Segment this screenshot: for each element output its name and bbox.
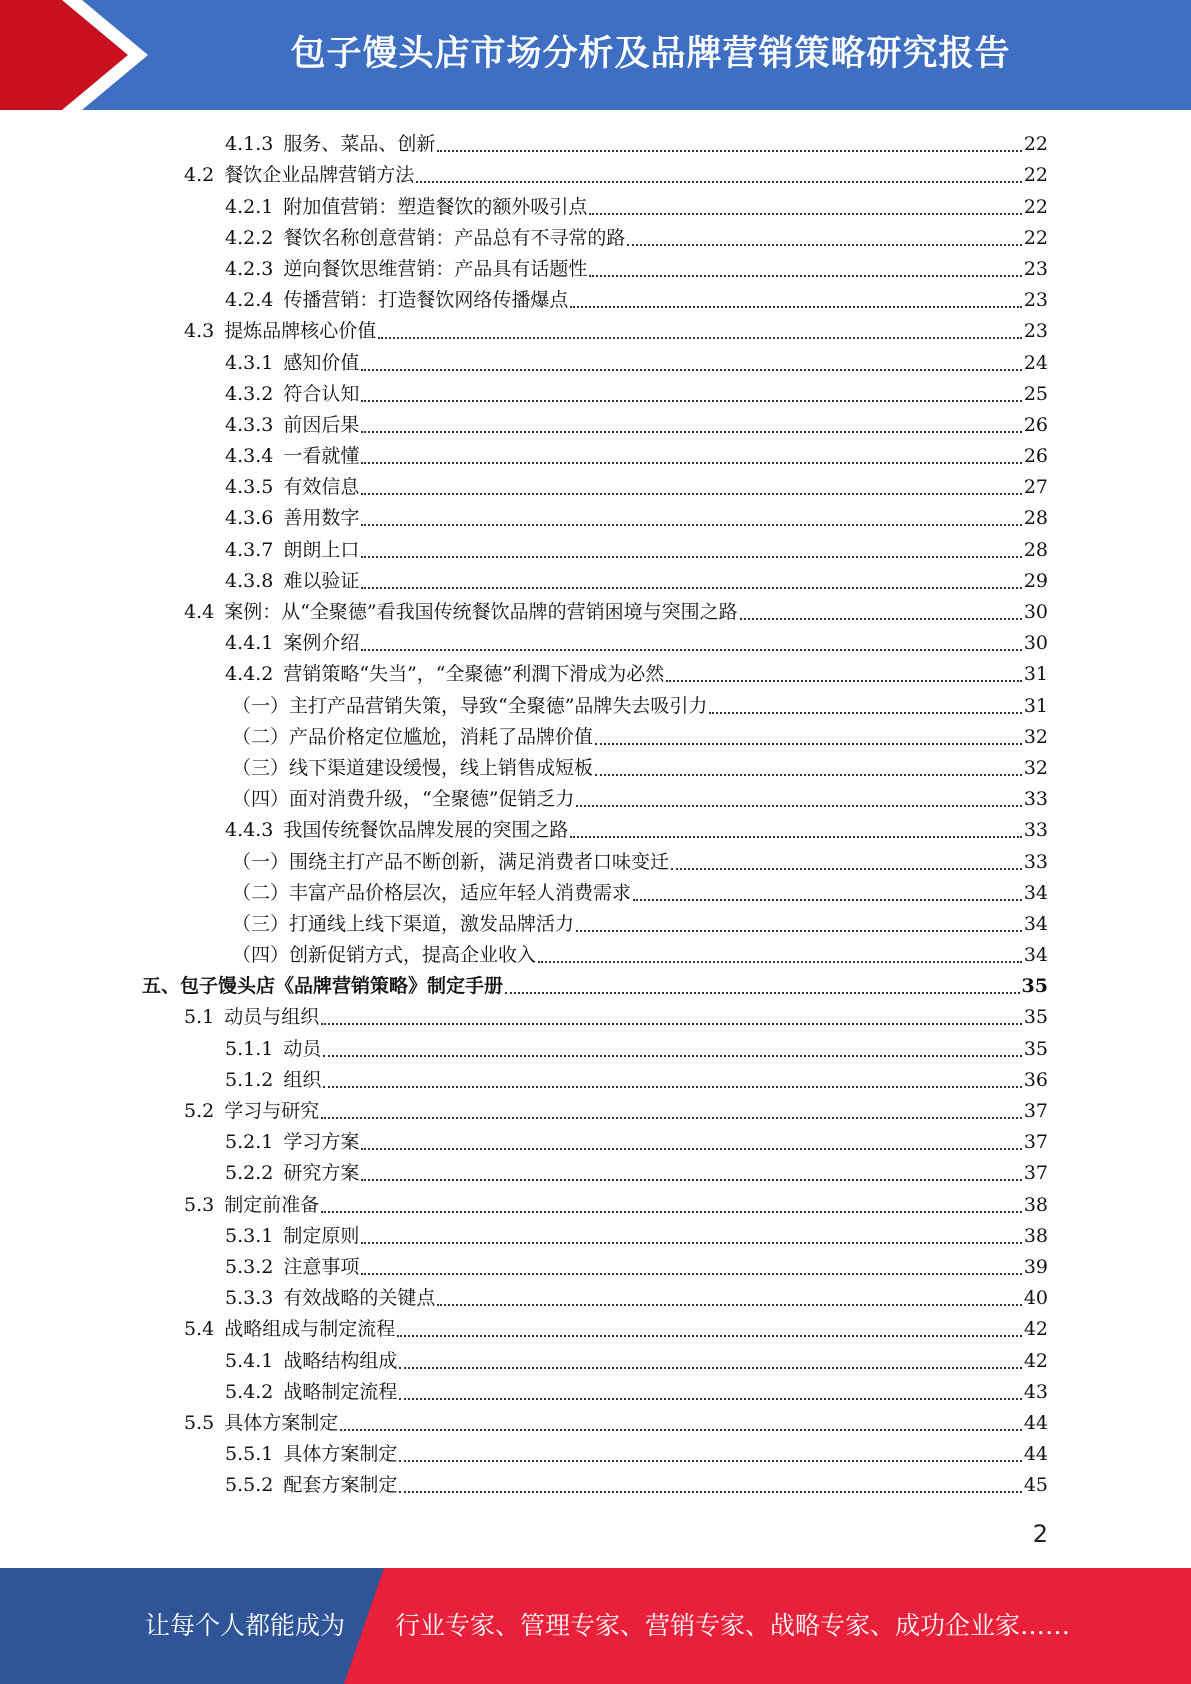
toc-entry-line[interactable] bbox=[225, 1376, 1048, 1407]
toc-entry-line[interactable] bbox=[225, 222, 1048, 253]
toc-entry-number: 5.5 bbox=[184, 1411, 215, 1434]
toc-entry-page: 38 bbox=[1023, 1224, 1048, 1247]
toc-entry-page: 23 bbox=[1023, 289, 1048, 312]
toc-entry-label: （一）围绕主打产品不断创新，满足消费者口味变迁 bbox=[232, 850, 670, 873]
toc-entry-line[interactable] bbox=[184, 315, 1048, 346]
toc-entry-number: 5.4.1 bbox=[225, 1349, 274, 1372]
toc-entry-label: 难以验证 bbox=[283, 569, 360, 592]
toc-dot-leader bbox=[361, 1179, 1021, 1181]
toc-entry-line[interactable] bbox=[225, 1251, 1048, 1282]
toc-entry[interactable] bbox=[0, 721, 1191, 752]
toc-entry[interactable] bbox=[0, 845, 1191, 876]
toc-entry[interactable] bbox=[0, 315, 1191, 346]
toc-entry[interactable] bbox=[0, 877, 1191, 908]
toc-entry-line[interactable] bbox=[225, 1032, 1048, 1063]
toc-entry[interactable] bbox=[0, 1157, 1191, 1188]
toc-entry-label: 朗朗上口 bbox=[283, 538, 360, 561]
toc-entry-page: 34 bbox=[1023, 912, 1048, 935]
toc-entry-label: （三）打通线上线下渠道，激发品牌活力 bbox=[232, 912, 575, 935]
toc-entry[interactable] bbox=[0, 752, 1191, 783]
toc-entry-label: 配套方案制定 bbox=[283, 1474, 398, 1497]
toc-entry-label: 一看就懂 bbox=[283, 445, 360, 468]
toc-dot-leader bbox=[399, 1491, 1021, 1493]
toc-entry-page: 32 bbox=[1023, 725, 1048, 748]
toc-dot-leader bbox=[361, 649, 1021, 651]
toc-dot-leader bbox=[570, 306, 1021, 308]
toc-entry-line[interactable] bbox=[225, 409, 1048, 440]
toc-entry-line[interactable] bbox=[232, 783, 1048, 814]
toc-entry-line[interactable] bbox=[225, 253, 1048, 284]
toc-entry-page: 35 bbox=[1021, 975, 1048, 998]
toc-entry-page: 44 bbox=[1023, 1443, 1048, 1466]
toc-dot-leader bbox=[437, 1304, 1021, 1306]
toc-entry-line[interactable] bbox=[225, 1064, 1048, 1095]
toc-entry-label: 具体方案制定 bbox=[283, 1443, 398, 1466]
toc-dot-leader bbox=[321, 1211, 1022, 1213]
toc-entry[interactable] bbox=[0, 627, 1191, 658]
toc-entry-number: 4.3.3 bbox=[225, 413, 274, 436]
toc-entry-line[interactable] bbox=[225, 1469, 1048, 1500]
toc-entry-label: （二）产品价格定位尴尬，消耗了品牌价值 bbox=[232, 725, 594, 748]
toc-dot-leader bbox=[361, 462, 1021, 464]
toc-dot-leader bbox=[361, 369, 1021, 371]
toc-entry-page: 28 bbox=[1023, 538, 1048, 561]
toc-dot-leader bbox=[437, 150, 1021, 152]
toc-entry-label: 传播营销：打造餐饮网络传播爆点 bbox=[283, 289, 569, 312]
toc-entry-line[interactable] bbox=[225, 284, 1048, 315]
toc-entry-page: 22 bbox=[1023, 133, 1048, 156]
toc-entry-label: 五、包子馒头店《品牌营销策略》制定手册 bbox=[142, 975, 504, 998]
toc-entry[interactable] bbox=[0, 658, 1191, 689]
toc-entry-number: 5.3.3 bbox=[225, 1287, 274, 1310]
toc-entry-page: 44 bbox=[1023, 1411, 1048, 1434]
toc-entry-label: 服务、菜品、创新 bbox=[283, 133, 436, 156]
toc-entry-label: 提炼品牌核心价值 bbox=[224, 320, 377, 343]
toc-entry-line[interactable] bbox=[232, 908, 1048, 939]
toc-entry-line[interactable] bbox=[225, 627, 1048, 658]
toc-entry-label: 逆向餐饮思维营销：产品具有话题性 bbox=[283, 257, 588, 280]
toc-entry[interactable] bbox=[0, 222, 1191, 253]
toc-dot-leader bbox=[399, 1398, 1021, 1400]
toc-entry-page: 37 bbox=[1023, 1131, 1048, 1154]
toc-entry[interactable] bbox=[0, 190, 1191, 221]
toc-entry-label: 有效战略的关键点 bbox=[283, 1287, 436, 1310]
toc-dot-leader bbox=[570, 836, 1021, 838]
toc-entry-label: 动员与组织 bbox=[224, 1006, 320, 1029]
page-number: 2 bbox=[1032, 1520, 1048, 1548]
toc-entry[interactable] bbox=[0, 908, 1191, 939]
toc-entry-label: 战略结构组成 bbox=[283, 1349, 398, 1372]
toc-entry-label: 餐饮名称创意营销：产品总有不寻常的路 bbox=[283, 226, 626, 249]
toc-entry-page: 42 bbox=[1023, 1349, 1048, 1372]
toc-dot-leader bbox=[323, 1086, 1021, 1088]
toc-entry-label: 组织 bbox=[283, 1068, 322, 1091]
toc-entry[interactable] bbox=[0, 1064, 1191, 1095]
toc-entry[interactable] bbox=[0, 1251, 1191, 1282]
toc-entry[interactable] bbox=[0, 471, 1191, 502]
toc-entry-line[interactable] bbox=[184, 1001, 1048, 1032]
toc-entry-page: 37 bbox=[1023, 1162, 1048, 1185]
toc-entry[interactable] bbox=[0, 1469, 1191, 1500]
toc-dot-leader bbox=[416, 181, 1022, 183]
toc-entry-line[interactable] bbox=[232, 752, 1048, 783]
toc-entry-line[interactable] bbox=[184, 159, 1048, 190]
toc-dot-leader bbox=[361, 556, 1021, 558]
toc-dot-leader bbox=[397, 1335, 1022, 1337]
toc-entry-page: 30 bbox=[1023, 632, 1048, 655]
toc-entry-line[interactable] bbox=[225, 658, 1048, 689]
toc-entry-label: 具体方案制定 bbox=[224, 1411, 339, 1434]
toc-entry-page: 37 bbox=[1023, 1100, 1048, 1122]
toc-entry-page: 25 bbox=[1023, 382, 1048, 405]
toc-entry-line[interactable] bbox=[184, 1313, 1048, 1344]
toc-entry-number: 5.5.2 bbox=[225, 1474, 274, 1497]
toc-entry-number: 4.2 bbox=[184, 164, 215, 187]
toc-entry-label: 符合认知 bbox=[283, 382, 360, 405]
toc-dot-leader bbox=[576, 930, 1022, 932]
toc-entry-page: 42 bbox=[1023, 1318, 1048, 1341]
toc-entry[interactable] bbox=[0, 1126, 1191, 1157]
toc-entry-number: 5.4 bbox=[184, 1318, 215, 1341]
toc-entry-number: 4.1.3 bbox=[225, 133, 274, 156]
toc-entry[interactable] bbox=[0, 1407, 1191, 1438]
toc-entry-label: 我国传统餐饮品牌发展的突围之路 bbox=[283, 819, 569, 842]
toc-entry-number: 5.5.1 bbox=[225, 1443, 274, 1466]
toc-dot-leader bbox=[361, 1148, 1021, 1150]
toc-entry-number: 5.3 bbox=[184, 1193, 215, 1216]
toc-dot-leader bbox=[576, 805, 1021, 807]
toc-dot-leader bbox=[589, 213, 1021, 215]
toc-entry-number: 5.2 bbox=[184, 1100, 215, 1122]
toc-entry-page: 35 bbox=[1023, 1006, 1048, 1029]
toc-entry-line[interactable] bbox=[225, 814, 1048, 845]
toc-dot-leader bbox=[340, 1429, 1022, 1431]
toc-entry-label: （一）主打产品营销失策，导致“全聚德”品牌失去吸引力 bbox=[232, 694, 708, 717]
toc-entry[interactable] bbox=[0, 1282, 1191, 1313]
toc-entry-page: 28 bbox=[1023, 507, 1048, 530]
toc-entry[interactable] bbox=[0, 284, 1191, 315]
toc-entry-number: 4.4 bbox=[184, 601, 215, 623]
toc-entry-label: 感知价值 bbox=[283, 351, 360, 374]
toc-entry-label: 学习与研究 bbox=[224, 1100, 320, 1122]
toc-dot-leader bbox=[627, 244, 1021, 246]
toc-entry[interactable] bbox=[0, 378, 1191, 409]
toc-entry[interactable] bbox=[0, 783, 1191, 814]
toc-entry-page: 33 bbox=[1023, 850, 1048, 873]
toc-entry-number: 4.2.2 bbox=[225, 226, 274, 249]
toc-entry-number: 5.1.2 bbox=[225, 1068, 274, 1091]
toc-entry[interactable] bbox=[0, 346, 1191, 377]
toc-entry-number: 4.4.2 bbox=[225, 663, 274, 686]
toc-entry-number: 4.4.1 bbox=[225, 632, 274, 655]
toc-entry[interactable] bbox=[0, 689, 1191, 720]
toc-entry[interactable] bbox=[0, 1095, 1191, 1126]
toc-entry-line[interactable] bbox=[225, 565, 1048, 596]
toc-entry-number: 5.1.1 bbox=[225, 1037, 274, 1060]
toc-entry-line[interactable] bbox=[225, 190, 1048, 221]
toc-entry[interactable] bbox=[0, 159, 1191, 190]
toc-entry-page: 32 bbox=[1023, 756, 1048, 779]
toc-entry-page: 45 bbox=[1023, 1474, 1048, 1497]
toc-dot-leader bbox=[709, 712, 1021, 714]
header-banner bbox=[0, 0, 1191, 110]
toc-entry-number: 4.3.2 bbox=[225, 382, 274, 405]
toc-entry-label: 前因后果 bbox=[283, 413, 360, 436]
toc-dot-leader bbox=[589, 275, 1021, 277]
toc-dot-leader bbox=[595, 774, 1022, 776]
toc-entry[interactable] bbox=[0, 1376, 1191, 1407]
toc-entry-label: 战略组成与制定流程 bbox=[224, 1318, 396, 1341]
toc-entry-line[interactable] bbox=[225, 1126, 1048, 1157]
toc-dot-leader bbox=[323, 1055, 1021, 1057]
toc-entry-page: 38 bbox=[1023, 1193, 1048, 1216]
toc-entry-page: 36 bbox=[1023, 1068, 1048, 1091]
toc-entry[interactable] bbox=[0, 1188, 1191, 1219]
toc-entry[interactable] bbox=[0, 128, 1191, 159]
toc-entry-label: 营销策略“失当”，“全聚德”利潤下滑成为必然 bbox=[283, 663, 665, 686]
toc-entry-label: 制定原则 bbox=[283, 1224, 360, 1247]
toc-dot-leader bbox=[740, 618, 1022, 620]
toc-entry-number: 4.3.5 bbox=[225, 476, 274, 499]
toc-entry-line[interactable] bbox=[232, 689, 1048, 720]
toc-dot-leader bbox=[361, 431, 1021, 433]
toc-entry[interactable] bbox=[0, 1001, 1191, 1032]
toc-entry-line[interactable] bbox=[225, 471, 1048, 502]
toc-entry-number: 4.3.1 bbox=[225, 351, 274, 374]
footer-banner bbox=[0, 1568, 1191, 1684]
toc-entry-label: 动员 bbox=[283, 1037, 322, 1060]
footer-slogan-right: 行业专家、管理专家、营销专家、战略专家、成功企业家…… bbox=[395, 1611, 1071, 1640]
toc-entry-number: 5.2.1 bbox=[225, 1131, 274, 1154]
toc-entry-line[interactable] bbox=[184, 1188, 1048, 1219]
toc-entry-line[interactable] bbox=[225, 1282, 1048, 1313]
toc-entry-label: 案例介绍 bbox=[283, 632, 360, 655]
toc-entry[interactable] bbox=[0, 1438, 1191, 1469]
toc-entry-number: 5.3.2 bbox=[225, 1255, 274, 1278]
toc-entry-page: 26 bbox=[1023, 413, 1048, 436]
toc-entry-page: 24 bbox=[1023, 351, 1048, 374]
toc-entry-page: 23 bbox=[1023, 257, 1048, 280]
toc-entry[interactable] bbox=[0, 1220, 1191, 1251]
footer-slogan-left: 让每个人都能成为 bbox=[144, 1611, 345, 1640]
toc-entry-label: 有效信息 bbox=[283, 476, 360, 499]
toc-entry-label: （二）丰富产品价格层次，适应年轻人消费需求 bbox=[232, 881, 632, 904]
toc-dot-leader bbox=[321, 1117, 1022, 1119]
toc-entry-page: 34 bbox=[1023, 881, 1048, 904]
toc-entry[interactable] bbox=[0, 596, 1191, 627]
toc-entry[interactable] bbox=[0, 533, 1191, 564]
toc-entry-page: 23 bbox=[1023, 320, 1048, 343]
toc-dot-leader bbox=[538, 961, 1022, 963]
toc-entry[interactable] bbox=[0, 939, 1191, 970]
toc-dot-leader bbox=[505, 992, 1020, 994]
toc-entry-label: （四）面对消费升级，“全聚德”促销乏力 bbox=[232, 788, 575, 811]
table-of-contents bbox=[0, 128, 1191, 1500]
toc-entry[interactable] bbox=[0, 970, 1191, 1001]
toc-entry-line[interactable] bbox=[184, 596, 1048, 627]
toc-entry-page: 27 bbox=[1023, 476, 1048, 499]
toc-entry-page: 22 bbox=[1023, 195, 1048, 218]
toc-dot-leader bbox=[399, 1367, 1021, 1369]
toc-entry-line[interactable] bbox=[232, 939, 1048, 970]
toc-entry-number: 4.2.4 bbox=[225, 289, 274, 312]
toc-entry-label: 善用数字 bbox=[283, 507, 360, 530]
toc-entry-line[interactable] bbox=[225, 1344, 1048, 1375]
toc-entry-label: （四）创新促销方式，提高企业收入 bbox=[232, 944, 537, 967]
toc-entry-line[interactable] bbox=[225, 346, 1048, 377]
toc-entry-line[interactable] bbox=[225, 440, 1048, 471]
toc-entry-line[interactable] bbox=[225, 128, 1048, 159]
toc-entry-line[interactable] bbox=[225, 533, 1048, 564]
toc-entry-number: 4.3.7 bbox=[225, 538, 274, 561]
toc-entry-line[interactable] bbox=[225, 1220, 1048, 1251]
toc-entry-line[interactable] bbox=[225, 1157, 1048, 1188]
toc-entry-label: 案例：从“全聚德”看我国传统餐饮品牌的营销困境与突围之路 bbox=[224, 601, 738, 623]
toc-entry-line[interactable] bbox=[232, 845, 1048, 876]
toc-entry[interactable] bbox=[0, 1344, 1191, 1375]
toc-dot-leader bbox=[399, 1460, 1021, 1462]
toc-entry-page: 39 bbox=[1023, 1255, 1048, 1278]
toc-dot-leader bbox=[361, 524, 1021, 526]
toc-dot-leader bbox=[361, 400, 1021, 402]
toc-entry[interactable] bbox=[0, 502, 1191, 533]
toc-entry-label: 注意事项 bbox=[283, 1255, 360, 1278]
toc-entry-page: 33 bbox=[1023, 788, 1048, 811]
toc-dot-leader bbox=[361, 587, 1021, 589]
toc-entry-number: 4.2.1 bbox=[225, 195, 274, 218]
toc-dot-leader bbox=[671, 868, 1022, 870]
toc-dot-leader bbox=[595, 743, 1022, 745]
toc-entry-number: 5.1 bbox=[184, 1006, 215, 1029]
toc-entry-number: 5.3.1 bbox=[225, 1224, 274, 1247]
toc-entry-label: 餐饮企业品牌营销方法 bbox=[224, 164, 415, 187]
toc-dot-leader bbox=[666, 680, 1022, 682]
toc-entry-page: 34 bbox=[1023, 944, 1048, 967]
toc-entry-number: 4.3.6 bbox=[225, 507, 274, 530]
toc-entry-line[interactable] bbox=[232, 721, 1048, 752]
toc-entry-number: 5.2.2 bbox=[225, 1162, 274, 1185]
toc-entry-page: 31 bbox=[1023, 694, 1048, 717]
toc-entry-number: 5.4.2 bbox=[225, 1380, 274, 1403]
document-title: 包子馒头店市场分析及品牌营销策略研究报告 bbox=[290, 34, 1011, 74]
toc-entry-number: 4.2.3 bbox=[225, 257, 274, 280]
toc-entry-line[interactable] bbox=[225, 502, 1048, 533]
toc-entry[interactable] bbox=[0, 1032, 1191, 1063]
toc-dot-leader bbox=[361, 493, 1021, 495]
toc-dot-leader bbox=[361, 1273, 1021, 1275]
toc-entry-line[interactable] bbox=[184, 1407, 1048, 1438]
toc-entry-label: 学习方案 bbox=[283, 1131, 360, 1154]
toc-entry-page: 35 bbox=[1023, 1037, 1048, 1060]
toc-entry-label: 制定前准备 bbox=[224, 1193, 320, 1216]
toc-entry-number: 4.3.4 bbox=[225, 445, 274, 468]
toc-entry-line[interactable] bbox=[142, 970, 1048, 1001]
toc-entry-label: 研究方案 bbox=[283, 1162, 360, 1185]
toc-entry[interactable] bbox=[0, 1313, 1191, 1344]
toc-entry-page: 26 bbox=[1023, 445, 1048, 468]
toc-dot-leader bbox=[361, 1242, 1021, 1244]
toc-entry-line[interactable] bbox=[225, 1438, 1048, 1469]
toc-dot-leader bbox=[633, 899, 1022, 901]
toc-entry-number: 4.3.8 bbox=[225, 569, 274, 592]
toc-dot-leader bbox=[378, 337, 1022, 339]
toc-entry[interactable] bbox=[0, 253, 1191, 284]
toc-entry[interactable] bbox=[0, 409, 1191, 440]
toc-dot-leader bbox=[321, 1023, 1022, 1025]
toc-entry-page: 30 bbox=[1023, 601, 1048, 623]
toc-entry[interactable] bbox=[0, 814, 1191, 845]
toc-entry[interactable] bbox=[0, 440, 1191, 471]
toc-entry-page: 22 bbox=[1023, 226, 1048, 249]
toc-entry-line[interactable] bbox=[184, 1095, 1048, 1126]
toc-entry-label: 附加值营销：塑造餐饮的额外吸引点 bbox=[283, 195, 588, 218]
toc-entry-label: 战略制定流程 bbox=[283, 1380, 398, 1403]
toc-entry-line[interactable] bbox=[232, 877, 1048, 908]
toc-entry-page: 22 bbox=[1023, 164, 1048, 187]
toc-entry-number: 4.3 bbox=[184, 320, 215, 343]
toc-entry-line[interactable] bbox=[225, 378, 1048, 409]
toc-entry-page: 43 bbox=[1023, 1380, 1048, 1403]
toc-entry[interactable] bbox=[0, 565, 1191, 596]
toc-entry-page: 29 bbox=[1023, 569, 1048, 592]
toc-entry-page: 40 bbox=[1023, 1287, 1048, 1310]
toc-entry-page: 33 bbox=[1023, 819, 1048, 842]
toc-entry-label: （三）线下渠道建设缓慢，线上销售成短板 bbox=[232, 756, 594, 779]
toc-entry-page: 31 bbox=[1023, 663, 1048, 686]
toc-entry-number: 4.4.3 bbox=[225, 819, 274, 842]
